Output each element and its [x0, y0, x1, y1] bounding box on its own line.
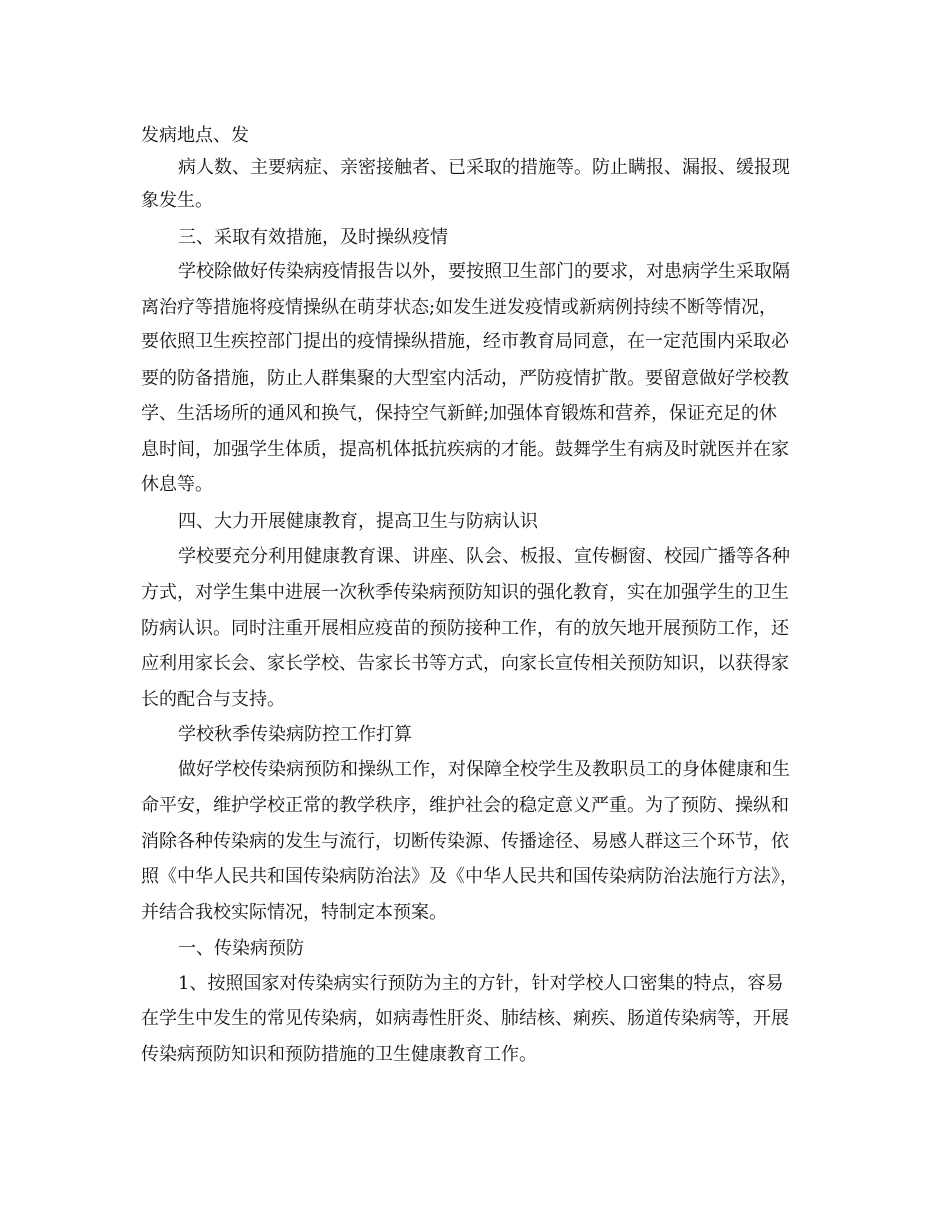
text-line: 消除各种传染病的发生与流行，切断传染源、传播途径、易感人群这三个环节，依 [141, 831, 789, 852]
section-heading: 学校秋季传染病防控工作打算 [178, 724, 412, 745]
text-line: 象发生。 [141, 190, 213, 211]
text-line: 1、按照国家对传染病实行预防为主的方针，针对学校人口密集的特点，容易 [178, 973, 784, 994]
text-line: 休息等。 [141, 474, 213, 495]
text-line: 长的配合与支持。 [141, 689, 285, 710]
text-line: 防病认识。同时注重开展相应疫苗的预防接种工作，有的放矢地开展预防工作，还 [141, 618, 789, 639]
section-heading: 一、传染病预防 [178, 938, 304, 959]
text-line: 在学生中发生的常见传染病，如病毒性肝炎、肺结核、痢疾、肠道传染病等，开展 [141, 1008, 789, 1029]
text-line: 方式，对学生集中进展一次秋季传染病预防知识的强化教育，实在加强学生的卫生 [141, 582, 789, 603]
text-line: 照《中华人民共和国传染病防治法》及《中华人民共和国传染病防治法施行方法》， [141, 866, 798, 887]
text-line: 做好学校传染病预防和操纵工作，对保障全校学生及教职员工的身体健康和生 [178, 759, 790, 780]
section-heading: 四、大力开展健康教育，提高卫生与防病认识 [178, 511, 538, 532]
text-line: 息时间，加强学生体质，提高机体抵抗疾病的才能。鼓舞学生有病及时就医并在家 [141, 439, 789, 460]
text-line: 要依照卫生疾控部门提出的疫情操纵措施，经市教育局同意，在一定范围内采取必 [141, 331, 789, 352]
text-line: 病人数、主要病症、亲密接触者、已采取的措施等。防止瞒报、漏报、缓报现 [178, 157, 790, 178]
text-line: 学校要充分利用健康教育课、讲座、队会、板报、宣传橱窗、校园广播等各种 [178, 546, 790, 567]
text-line: 发病地点、发 [141, 125, 249, 146]
text-line: 学校除做好传染病疫情报告以外，要按照卫生部门的要求，对患病学生采取隔 [178, 261, 790, 282]
text-line: 应利用家长会、家长学校、告家长书等方式，向家长宣传相关预防知识，以获得家 [141, 653, 789, 674]
text-line: 要的防备措施，防止人群集聚的大型室内活动，严防疫情扩散。要留意做好学校教 [141, 368, 789, 389]
text-line: 传染病预防知识和预防措施的卫生健康教育工作。 [141, 1044, 537, 1065]
text-line: 并结合我校实际情况，特制定本预案。 [141, 902, 447, 923]
text-line: 命平安，维护学校正常的教学秩序，维护社会的稳定意义严重。为了预防、操纵和 [141, 795, 789, 816]
section-heading: 三、采取有效措施，及时操纵疫情 [178, 227, 448, 248]
text-line: 学、生活场所的通风和换气，保持空气新鲜;加强体育锻炼和营养，保证充足的休 [141, 403, 778, 424]
text-line: 离治疗等措施将疫情操纵在萌芽状态;如发生迸发疫情或新病例持续不断等情况， [141, 297, 778, 318]
